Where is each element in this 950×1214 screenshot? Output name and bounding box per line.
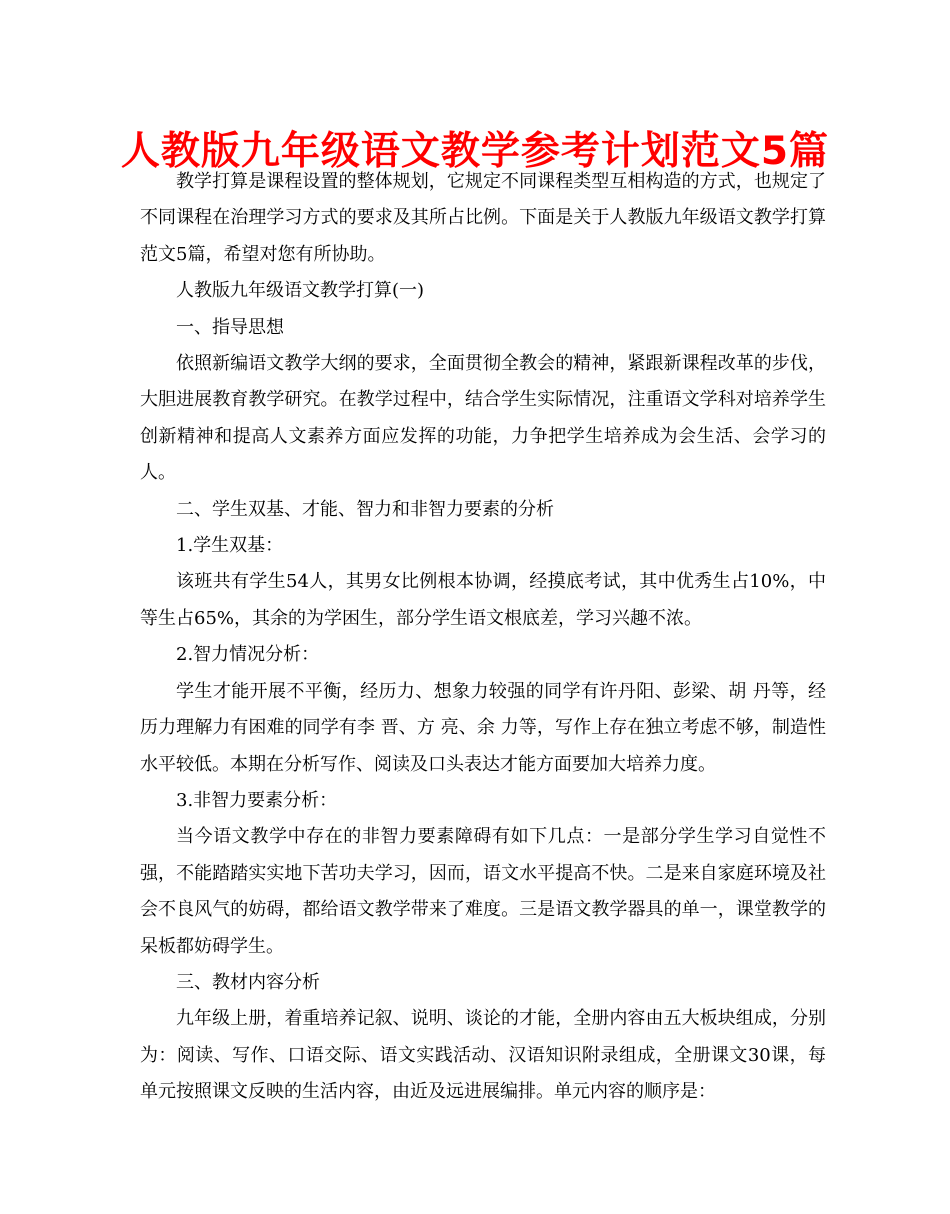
- section-heading-guiding-thought: 一、指导思想: [176, 316, 284, 338]
- section-heading-student-analysis: 二、学生双基、才能、智力和非智力要素的分析: [176, 498, 554, 520]
- document-body: [140, 164, 826, 1111]
- subheading-non-intelligence: 3.非智力要素分析：: [176, 789, 338, 811]
- intelligence-paragraph: 学生才能开展不平衡，经历力、想象力较强的同学有许丹阳、彭梁、胡 丹等，经历力理解力有困难的同学有李 晋、方 亮、余 力等，写作上存在独立考虑不够，制造性水平较低。本期在分析写作、阅读及口头表达才能方面要加大培养力度。: [140, 680, 826, 775]
- basic-skills-paragraph: 该班共有学生54人，其男女比例根本协调，经摸底考试，其中优秀生占10%，中等生占65%，其余的为学困生，部分学生语文根底差，学习兴趣不浓。: [140, 571, 826, 629]
- plan-heading: 人教版九年级语文教学打算(一): [176, 280, 425, 302]
- subheading-intelligence: 2.智力情况分析：: [176, 644, 320, 666]
- textbook-paragraph: 九年级上册，着重培养记叙、说明、谈论的才能，全册内容由五大板块组成，分别为：阅读、写作、口语交际、语文实践活动、汉语知识附录组成，全册课文30课，每单元按照课文反映的生活内容，由近及远进展编排。单元内容的顺序是：: [140, 1008, 826, 1103]
- intro-paragraph: 教学打算是课程设置的整体规划，它规定不同课程类型互相构造的方式，也规定了不同课程在治理学习方式的要求及其所占比例。下面是关于人教版九年级语文教学打算范文5篇，希望对您有所协助。: [140, 171, 826, 265]
- document-title: 人教版九年级语文教学参考计划范文5篇: [120, 129, 830, 174]
- non-intelligence-paragraph: 当今语文教学中存在的非智力要素障碍有如下几点：一是部分学生学习自觉性不强，不能踏踏实实地下苦功夫学习，因而，语文水平提高不快。二是来自家庭环境及社会不良风气的妨碍，都给语文教学带来了难度。三是语文教学器具的单一，课堂教学的呆板都妨碍学生。: [140, 826, 826, 957]
- subheading-basic-skills: 1.学生双基：: [176, 535, 284, 557]
- section-heading-textbook: 三、教材内容分析: [176, 971, 320, 993]
- guiding-thought-paragraph: 依照新编语文教学大纲的要求，全面贯彻全教会的精神，紧跟新课程改革的步伐，大胆进展教育教学研究。在教学过程中，结合学生实际情况，注重语文学科对培养学生创新精神和提高人文素养方面应发挥的功能，力争把学生培养成为会生活、会学习的人。: [140, 353, 826, 484]
